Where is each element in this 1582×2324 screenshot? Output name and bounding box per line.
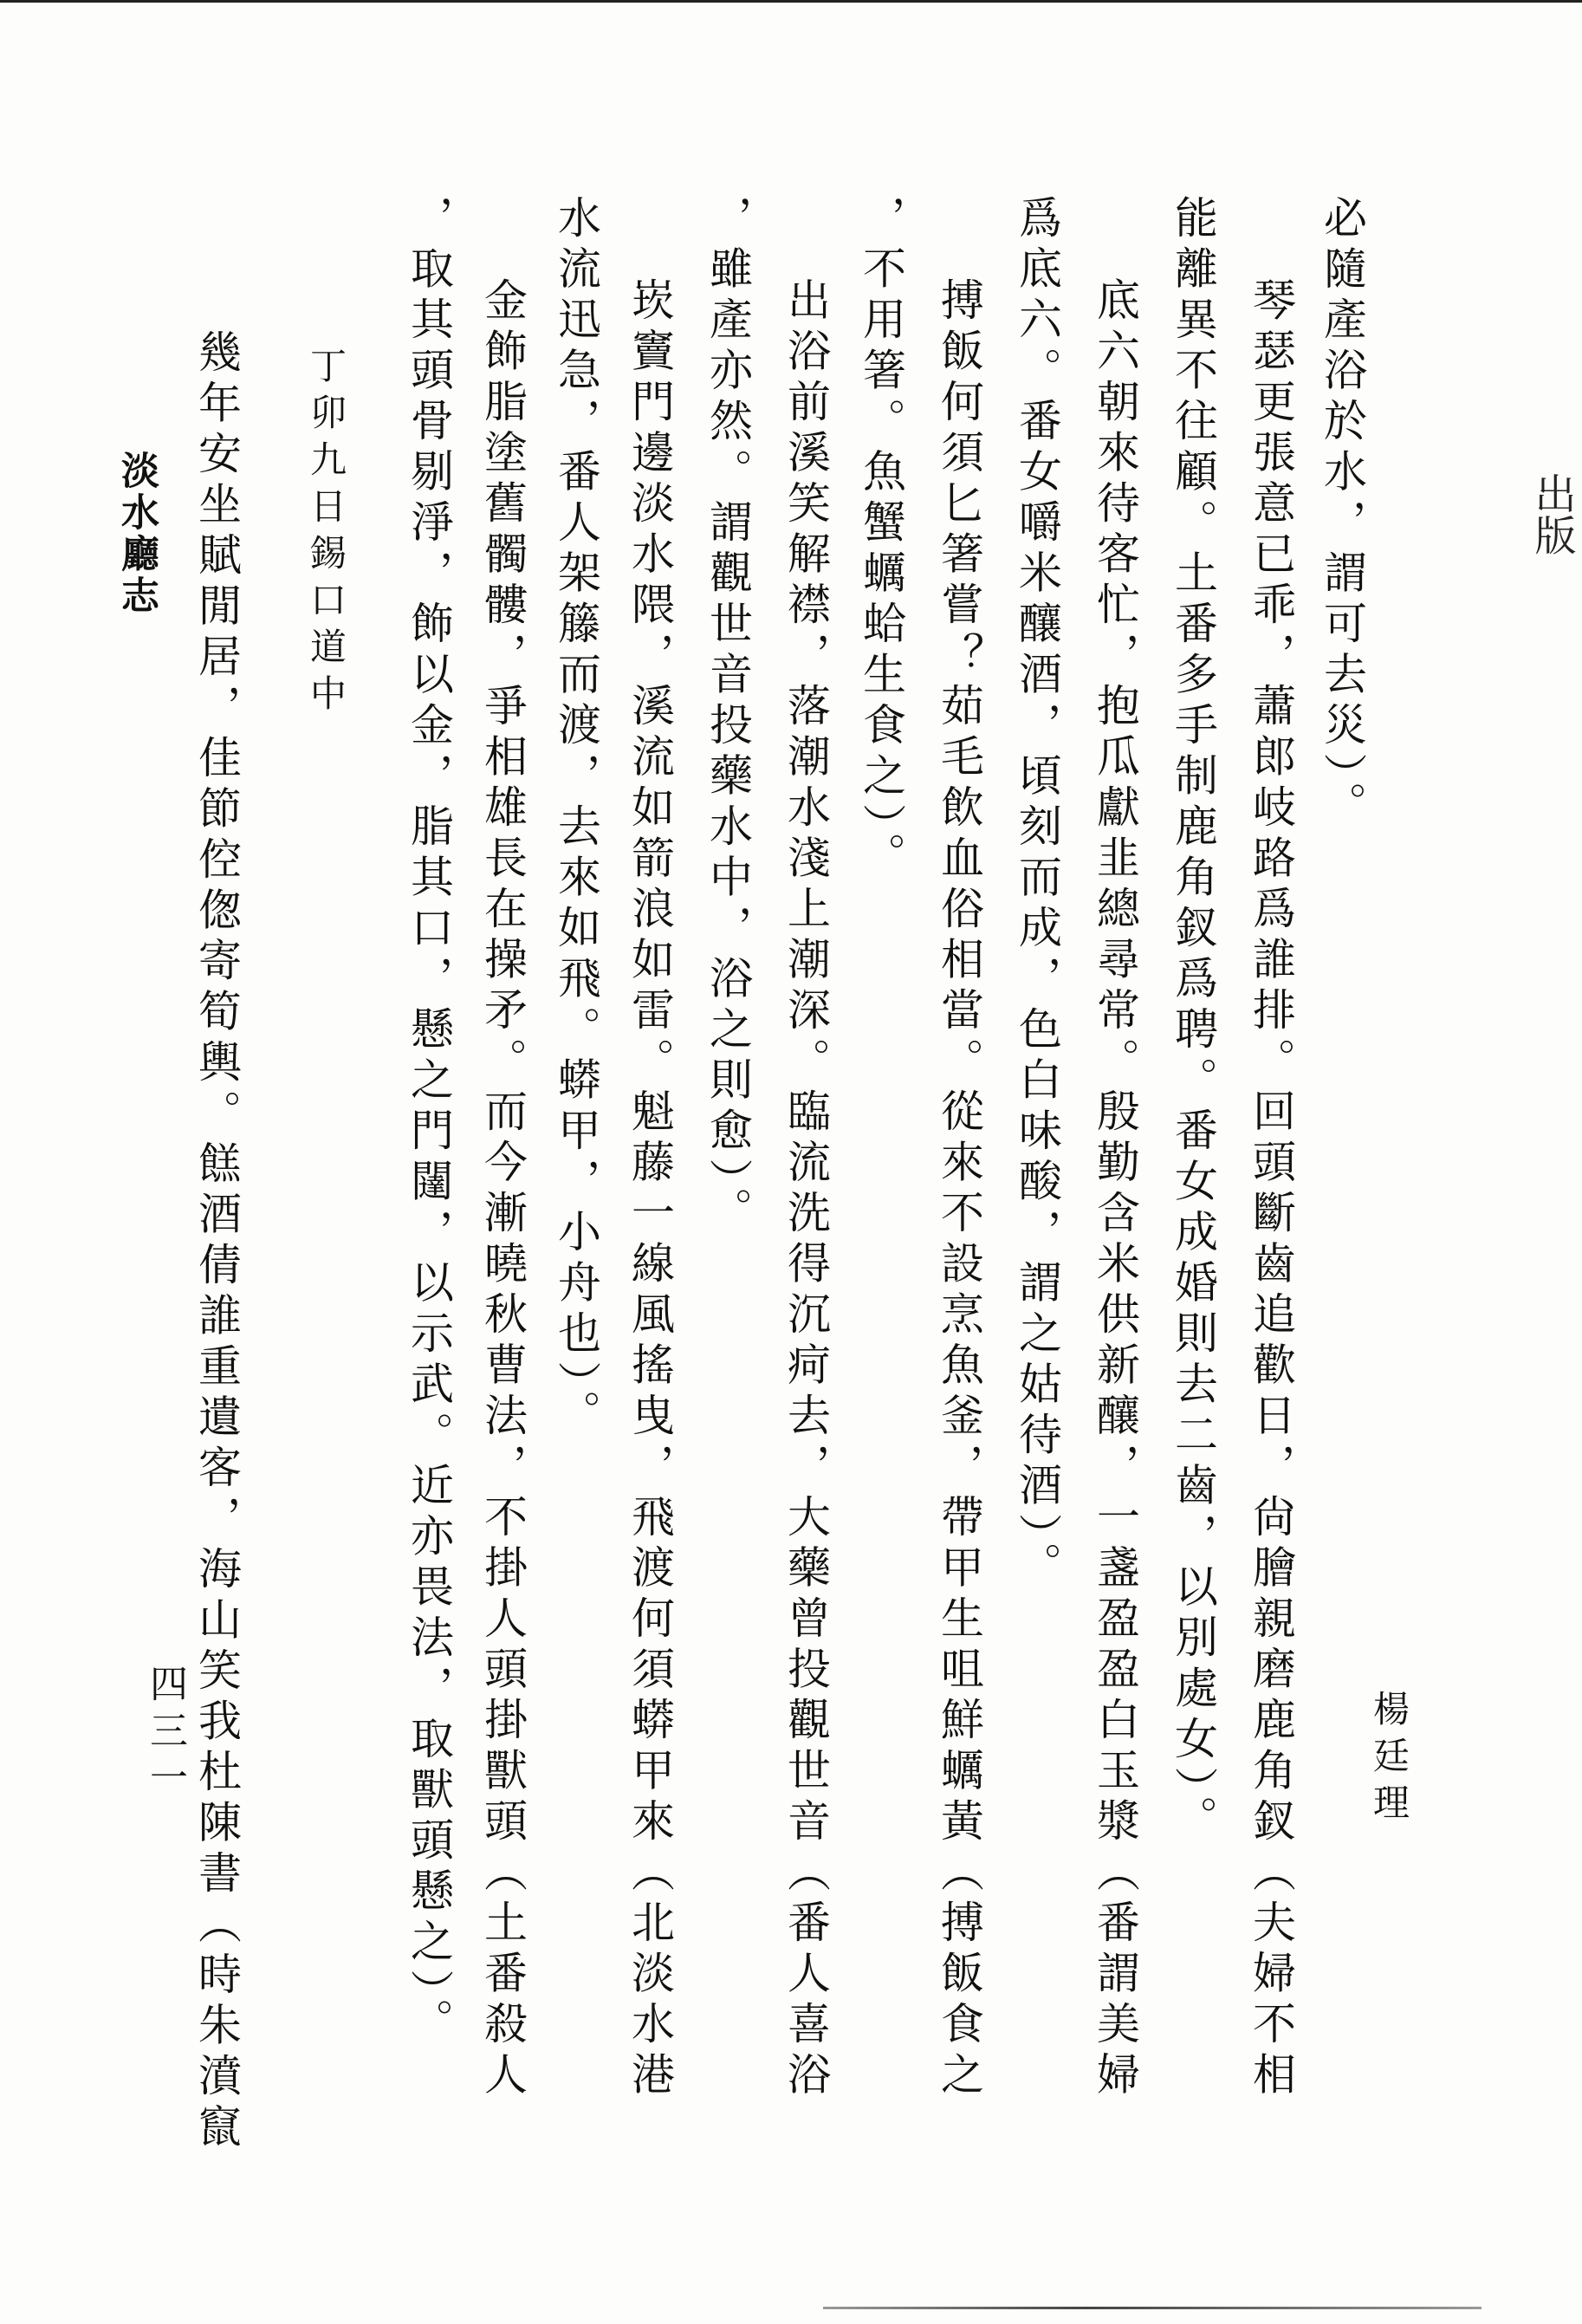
text-column-10: 崁竇門邊淡水隈，溪流如箭浪如雷。魁藤一線風搖曳，飛渡何須蟒甲來（北淡水港 [625,277,675,2102]
top-border [0,0,1582,3]
text-column-3: 能離異不往顧。土番多手制鹿角釵爲聘。番女成婚則去二齒，以別處女）。 [1168,195,1218,1847]
text-column-13: ，取其頭骨剔淨，飾以金，脂其口，懸之門闥，以示武。近亦畏法，取獸頭懸之）。 [404,195,454,2049]
facing-page-fragment-1: 出版 [1527,472,1576,555]
book-title: 淡水廳志 [114,451,159,617]
text-column-4: 底六朝來待客忙，抱瓜獻韭總尋常。殷勤含米供新釀，一盞盈盈白玉漿（番謂美婦 [1090,277,1140,2102]
text-column-7: ，不用箸。魚蟹蠣蛤生食之）。 [856,195,906,883]
poem-author: 楊廷理 [1368,1690,1410,1830]
text-column-12: 金飾脂塗舊髑髏，爭相雄長在操矛。而今漸曉秋曹法，不掛人頭掛獸頭（土番殺人 [477,277,528,2102]
text-column-1: 必隨產浴於水，謂可去災）。 [1317,195,1367,833]
facing-page-fragment-2 [1565,1074,1582,1135]
text-column-11: 水流迅急，番人架籐而渡，去來如飛。蟒甲，小舟也）。 [551,195,601,1441]
page-number: 四三一 [143,1664,187,1804]
text-column-2: 琴瑟更張意已乖，蕭郎岐路爲誰排。回頭斷齒追歡日，尙膾親磨鹿角釵（夫婦不相 [1246,277,1296,2102]
facing-page-fragment-4 [1565,2062,1582,2114]
text-column-16: 幾年安坐賦閒居，佳節倥偬寄筍輿。餻酒倩誰重遺客，海山笑我杜陳書（時朱濆竄 [191,329,242,2154]
text-column-9: ，雖產亦然。謂觀世音投藥水中，浴之則愈）。 [703,195,753,1238]
text-column-8: 出浴前溪笑解襟，落潮水淺上潮深。臨流洗得沉疴去，大藥曾投觀世音（番人喜浴 [781,277,831,2102]
facing-page-fragment-3 [1565,1594,1582,1664]
text-column-6: 搏飯何須匕箸嘗？茹毛飲血俗相當。從來不設烹魚釜，帶甲生咀鮮蠣黃（搏飯食之 [934,277,984,2102]
bottom-scan-edge [823,2307,1482,2309]
poem-title: 丁卯九日錫口道中 [305,347,347,721]
text-column-5: 爲底六。番女嚼米釀酒，頃刻而成，色白味酸，謂之姑待酒）。 [1012,195,1062,1593]
